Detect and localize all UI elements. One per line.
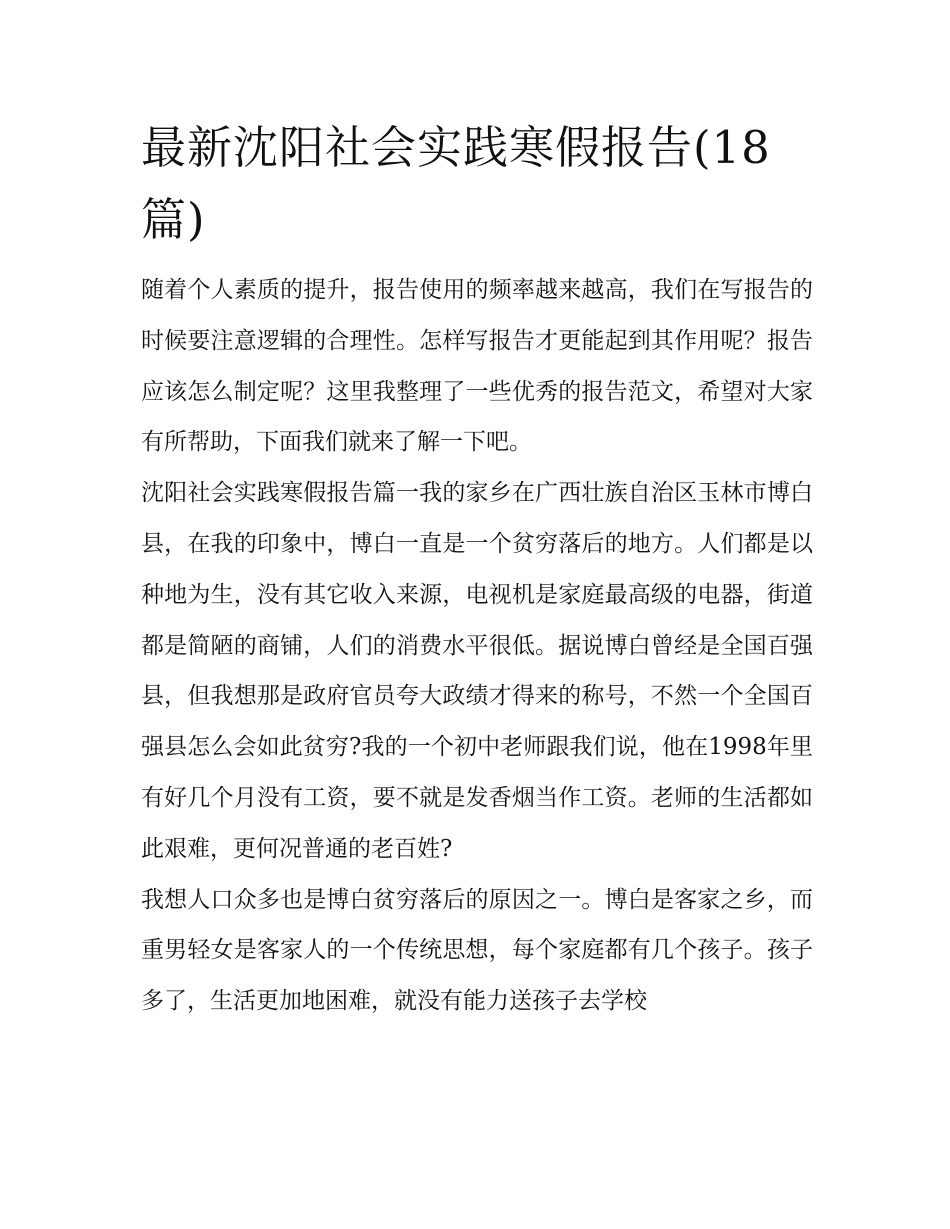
paragraph-intro: 随着个人素质的提升，报告使用的频率越来越高，我们在写报告的时候要注意逻辑的合理性。怎样写报告才更能起到其作用呢？报告应该怎么制定呢？这里我整理了一些优秀的报告范文，希望对大家有所帮助，下面我们就来了解一下吧。 [141, 277, 813, 456]
paragraph-chapter-one: 沈阳社会实践寒假报告篇一我的家乡在广西壮族自治区玉林市博白县，在我的印象中，博白一直是一个贫穷落后的地方。人们都是以种地为生，没有其它收入来源，电视机是家庭最高级的电器，街道都是简陋的商铺，人们的消费水平很低。据说博白曾经是全国百强县，但我想那是政府官员夸大政绩才得来的称号，不然一个全国百强县怎么会如此贫穷?我的一个初中老师跟我们说，他在1998年里有好几个月没有工资，要不就是发香烟当作工资。老师的生活都如此艰难，更何况普通的老百姓? [141, 480, 813, 862]
document-page [141, 112, 813, 1027]
paragraph-population: 我想人口众多也是博白贫穷落后的原因之一。博白是客家之乡，而重男轻女是客家人的一个传统思想，每个家庭都有几个孩子。孩子多了，生活更加地困难，就没有能力送孩子去学校 [141, 886, 813, 1015]
document-title: 最新沈阳社会实践寒假报告(18篇) [141, 121, 771, 246]
